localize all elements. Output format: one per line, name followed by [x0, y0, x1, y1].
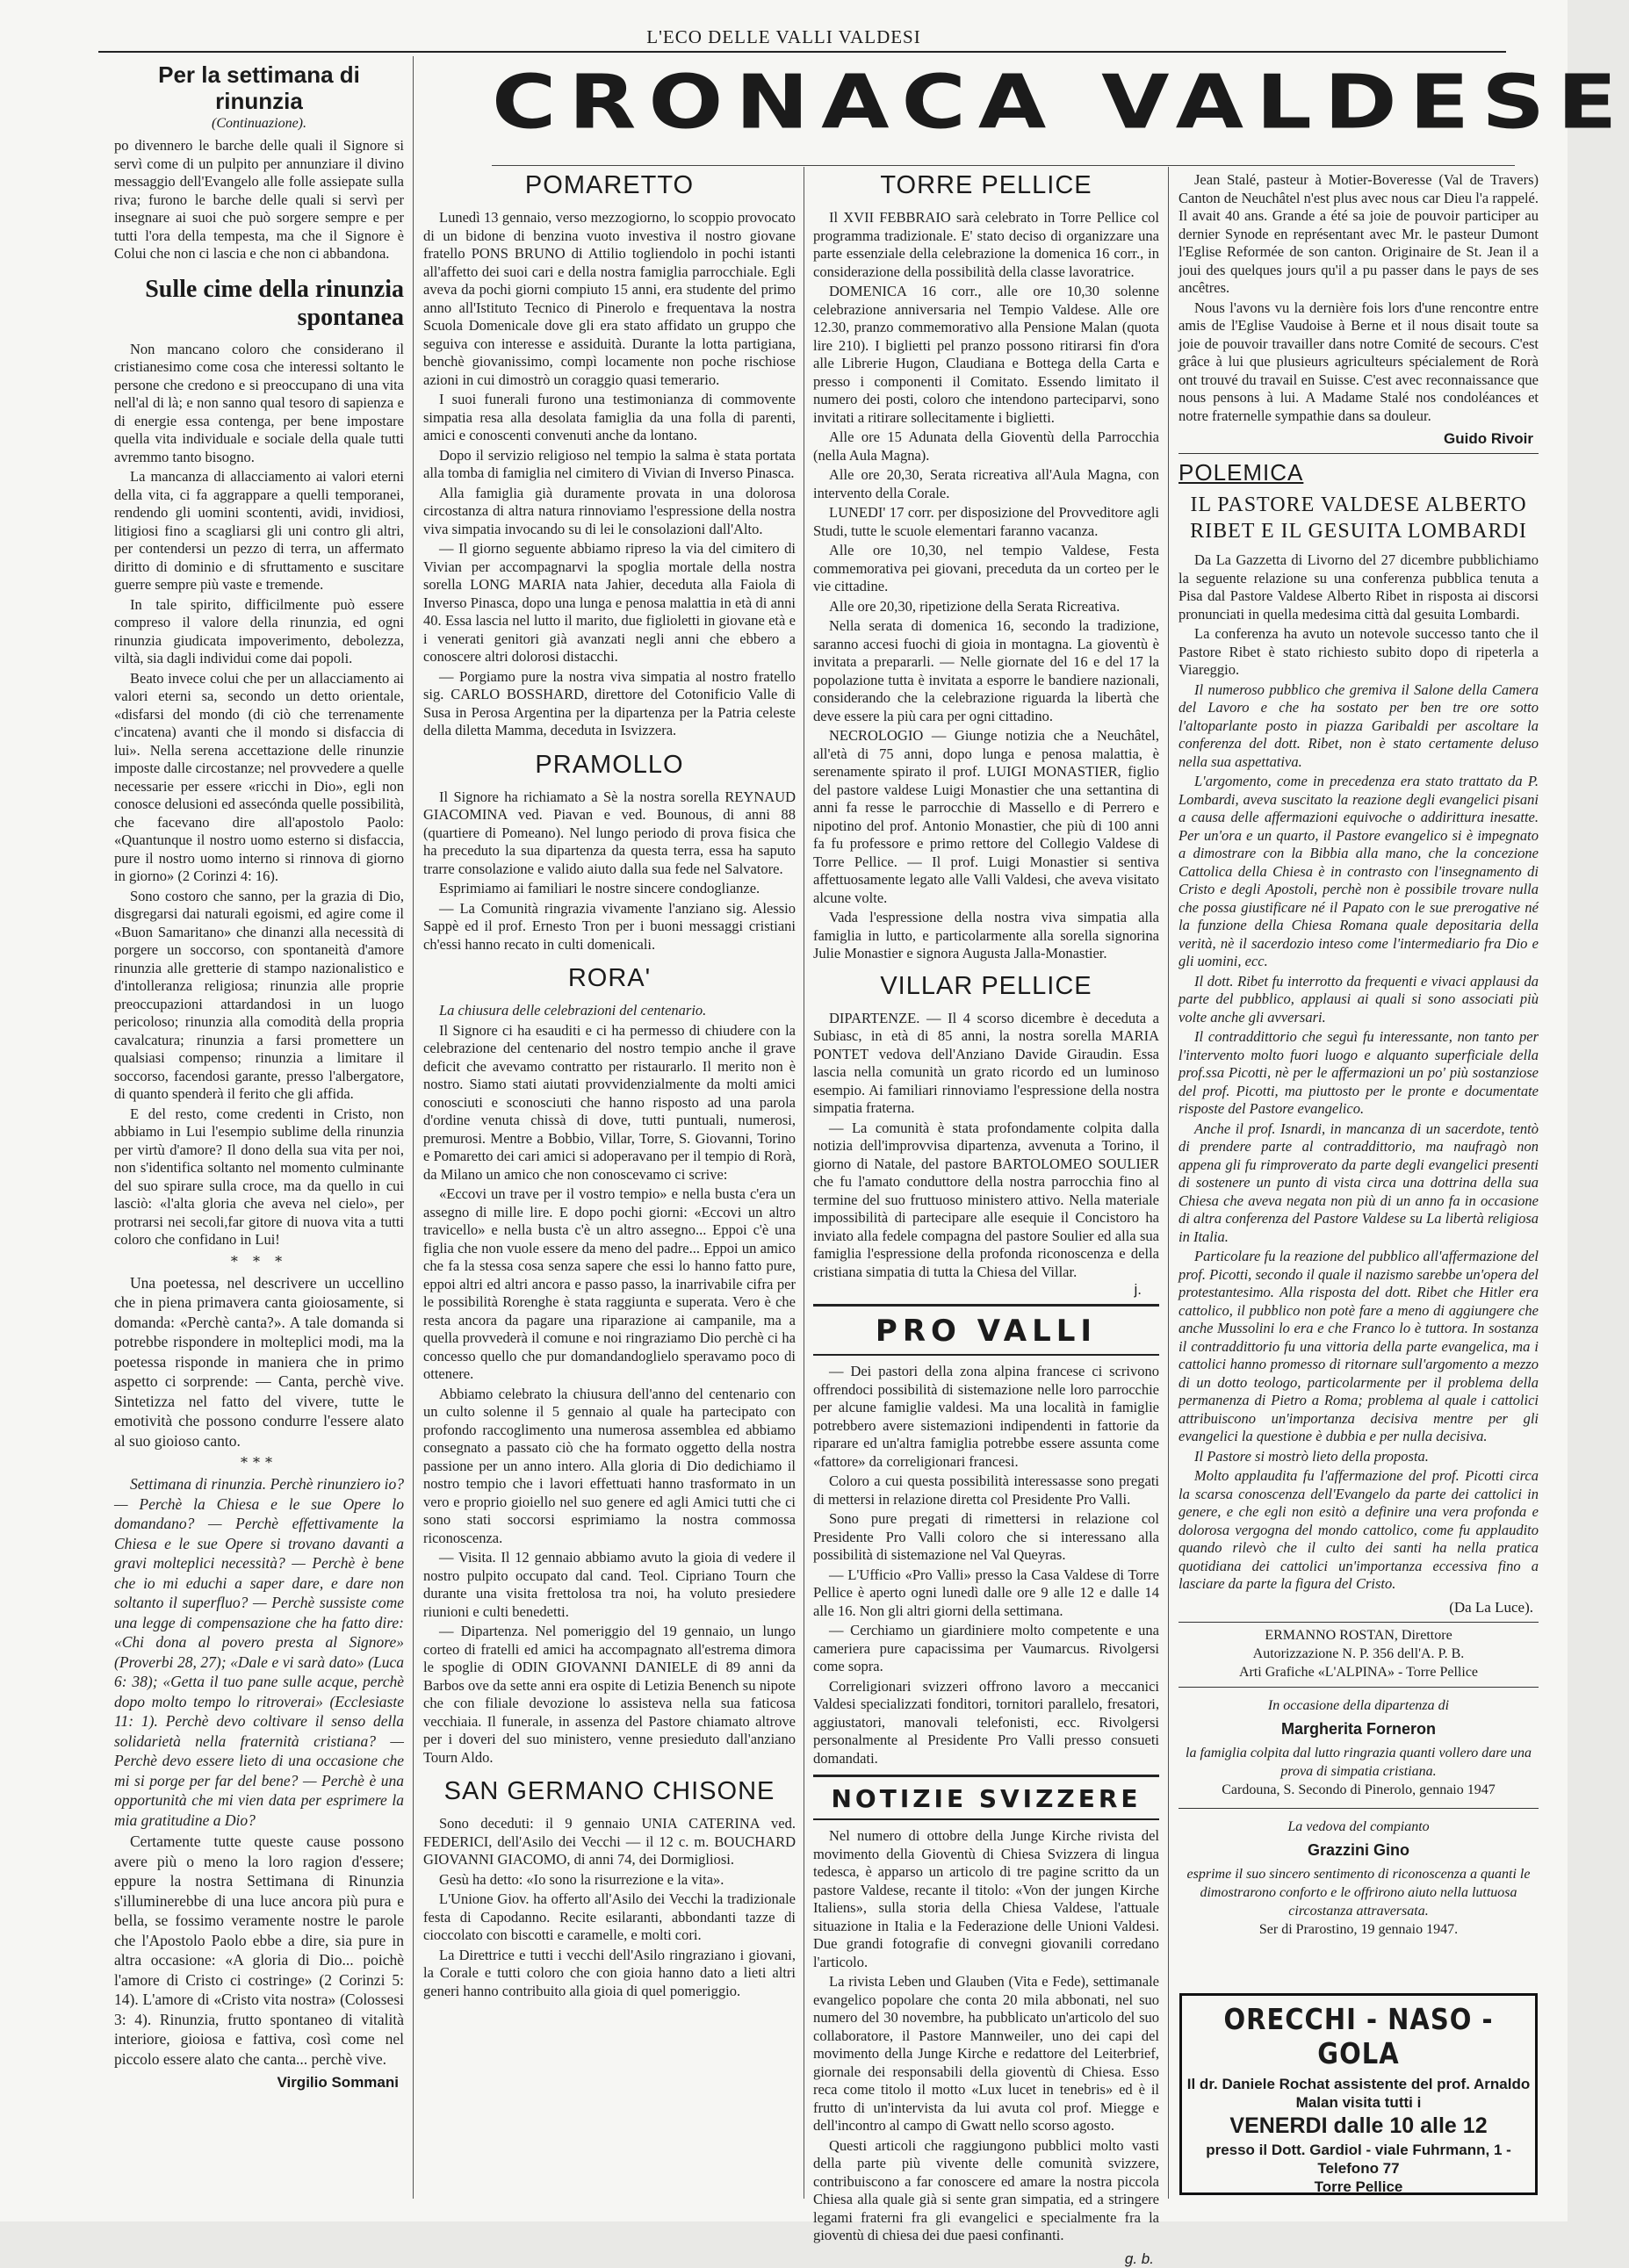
paragraph: Alle ore 20,30, Serata ricreativa all'Aula Magna, con intervento della Corale. — [813, 466, 1159, 501]
paragraph: Il contraddittorio che seguì fu interessante, non tanto per l'intervento molto fuori luogo e alquanto superficiale della prof.ssa Picotti, nè per le affermazioni un po' più sostanziose del prof. Picotti, ma piuttosto per le pronte e documentate risposte del Pastore evangelico. — [1179, 1028, 1539, 1117]
paragraph: Beato invece colui che per un allacciamento ai valori eterni sa, secondo un detto orientale, «disfarsi del mondo (di ciò che terrenamente c'incatena) avanti che il mondo si disfaccia di lui». Nella serena accettazione delle rinunzie imposte dalle circostanze; nel provvedere a quelle necessarie per essere «ricchi in Dio», egli non conosce delusioni ed assecónda quelle possibilità, che facevano dire all'apostolo Paolo: «Quantunque il nostro uomo esterno si disfaccia, pure il nostro uomo interno si rinnova di giorno in giorno» (2 Corinzi 4: 16). — [114, 669, 404, 884]
paragraph: Il numeroso pubblico che gremiva il Salone della Camera del Lavoro e che ha sostato per ben tre ore sotto l'altoparlante posto in piazza Garibaldi per ascoltare la conferenza del dott. Ribet, non è stato certamente deluso nella sua aspettativa. — [1179, 680, 1539, 770]
paragraph: — Cerchiamo un giardiniere molto competente e una cameriera pure capacissima per Vaumarcus. Rivolgersi come sopra. — [813, 1622, 1159, 1674]
paragraph: Alla famiglia già duramente provata in una dolorosa circostanza di altra natura rinnoviamo l'espressione della nostra viva simpatia invocando su di lei le consolazioni dall'Alto. — [423, 484, 796, 537]
section-rule — [813, 1304, 1159, 1307]
paragraph: Sono pure pregati di rimettersi in relazione col Presidente Pro Valli coloro che si interessano alla possibilità di sistemazione nel Val Queyras. — [813, 1510, 1159, 1563]
paragraph: Anche il prof. Isnardi, in mancanza di un sacerdote, tentò di prendere parte al contraddittorio, ma naufragò non appena gli fu rimproverato da parte degli evangelici presenti di sostenere un punto di vista circa una dottrina della sua Chiesa che aveva negata non più di un anno fa in occasione di altra conferenza del Pastore Valdese su La libertà religiosa in Italia. — [1179, 1120, 1539, 1245]
article-body — [813, 1363, 1159, 1768]
paragraph: — Il giorno seguente abbiamo ripreso la via del cimitero di Vivian per accompagnarvi la spoglia mortale della nostra sorella LONG MARIA nata Jahier, deceduta alla Faiola di Inverso Pinasca, dopo una lunga e penosa malattia in età di anni 40. Essa lascia nel lutto il marito, due figlioletti in giovane età e i venerati genitori già avanzati negli anni che ebbero a conoscere altri dolorosi distacchi. — [423, 540, 796, 665]
paragraph: — Dipartenza. Nel pomeriggio del 19 gennaio, un lungo corteo di fratelli ed amici ha accompagnato all'estrema dimora le spoglie di ODIN GIOVANNI DANIELE di 89 anni da Barbos ove da sette anni era ospite di Letizia Benench su nipote che con filiale devozione lo assisteva nella sua faticosa vecchiaia. Il funerale, in assenza del Pastore chiamato altrove per i doveri del suo ministero, venne presieduto dall'anziano Tourn Aldo. — [423, 1623, 796, 1766]
section-separator: *** — [241, 1454, 278, 1471]
ad-line: Torre Pellice — [1314, 2178, 1403, 2195]
paragraph: — L'Ufficio «Pro Valli» presso la Casa Valdese di Torre Pellice è aperto ogni lunedì dalle ore 9 alle 12 e dalle 14 alle 16. Non gli altri giorni della settimana. — [813, 1566, 1159, 1619]
column-rule — [413, 56, 414, 2199]
paragraph: Non mancano coloro che considerano il cristianesimo come cosa che interessi soltanto le persone che credono e si preoccupano di una vita nell'al di là; e non sanno qual tesoro di sapienza e di energie essa contenga, per bene impostare quella vita individuale e sociale della quale tutti avremmo tanto bisogno. — [114, 340, 404, 465]
paragraph: — Visita. Il 12 gennaio abbiamo avuto la gioia di vedere il nostro pulpito occupato dal cand. Teol. Cipriano Tourn che durante una visita frettolosa tra noi, ha voluto presiedere riunioni e culti benedetti. — [423, 1549, 796, 1620]
ad-line: Il dr. Daniele Rochat assistente del prof. Arnaldo Malan visita tutti i — [1186, 2076, 1531, 2111]
section-heading-rora: RORA' — [567, 964, 652, 992]
paragraph: Nella serata di domenica 16, secondo la tradizione, saranno accesi fuochi di gioia in montagna. La gioventù è invitata a prepararli. — Nelle giornate del 16 e del 17 la popolazione tutta è invitata a esporre le bandiere nazionali, considerando che la celebrazione riguarda la libertà che deve essere la più cara per ogni cittadino. — [813, 617, 1159, 724]
column-3 — [813, 171, 1159, 2267]
section-separator: * * * — [230, 1252, 288, 1270]
paragraph: Il Signore ha richiamato a Sè la nostra sorella REYNAUD GIACOMINA ved. Piavan e ved. Bounous, di anni 88 (quartiere di Pomeano). Nel lungo periodo di prova fisica che ha preceduto la sua dipartenza da questa terra, essa ha saputo trarre consolazione e valido aiuto dalla sua fede nel Salvatore. — [423, 788, 796, 877]
paragraph: Molto applaudita fu l'affermazione del prof. Picotti circa la scarsa conoscenza dell'Evangelo da parte dei cattolici in genere, e che egli non esitò a definire una vera profonda e dolorosa vergogna del mondo cattolico, come fu applaudito quando rilevò che il culto dei santi ha nella pratica quotidiana dei cattolici un'importanza eccessiva fino a lasciare da parte la figura del Cristo. — [1179, 1467, 1539, 1592]
ad-line: presso il Dott. Gardiol - viale Fuhrmann, 1 - Telefono 77 — [1206, 2142, 1511, 2177]
masthead: CRONACA VALDESE — [492, 58, 1629, 147]
section-rule — [1179, 453, 1539, 454]
paragraph: Alle ore 10,30, nel tempio Valdese, Festa commemorativa pei giovani, preceduta da un corteo per le vie cittadine. — [813, 542, 1159, 594]
paragraph: Alle ore 20,30, ripetizione della Serata Ricreativa. — [829, 597, 1121, 615]
section-heading-pomaretto: POMARETTO — [524, 171, 695, 199]
paragraph: — La comunità è stata profondamente colpita dalla notizia dell'improvvisa dipartenza, avvenuta a Torino, il giorno di Natale, del pastore BARTOLOMEO SOULIER che fu l'amato conduttore della nostra parrocchia fino al termine del suo fruttuoso ministero attivo. Nella materiale impossibilità di partecipare alle esequie il Concistoro ha inviato alla fedele compagna del pastore Soulier ed alla sua famiglia l'espressione della profonda riconoscenza e della cristiana simpatia di tutta la Chiesa del Villar. — [813, 1119, 1159, 1280]
ad-title: ORECCHI - NASO - GOLA — [1223, 2001, 1494, 2071]
paragraph: Abbiamo celebrato la chiusura dell'anno del centenario con un culto solenne il 5 gennaio al quale ha partecipato con profondo raccoglimento una numerosa assemblea ed abbiamo consegnato a passato ciò che ha formato oggetto della nostra passione per un anno intero. Alla gloria di Dio dedichiamo il nostro tempio che i lavori effettuati hanno trasformato in un vero e proprio gioiello nel suo genere ed agli Amici tutti che ci sono stati soccorsi esprimiamo la nostra commossa riconoscenza. — [423, 1385, 796, 1546]
column-4 — [1179, 171, 1539, 1989]
paragraph: Sono deceduti: il 9 gennaio UNIA CATERINA ved. FEDERICI, dell'Asilo dei Vecchi — il 12 c. m. BOUCHARD GIOVANNI GIACOMO, di anni 74, dei Dormigliosi. — [423, 1815, 796, 1868]
colophon-director: ERMANNO ROSTAN, Direttore — [1265, 1627, 1452, 1643]
paragraph: La mancanza di allacciamento ai valori eterni della vita, ci fa aggrappare a quelli temporanei, rendendo gli uomini scontenti, avidi, invidiosi, litigiosi fino a scagliarsi gli uni contro gli altri, per contendersi un pezzo di terra, un affermato diritto di dominio e di sfruttamento e suscitare guerre sempre più vaste e tremende. — [114, 468, 404, 593]
section-rule — [813, 1354, 1159, 1356]
section-rule — [1179, 1622, 1539, 1623]
paragraph: DIPARTENZE. — Il 4 scorso dicembre è deceduta a Subiasc, in età di 85 anni, la nostra sorella MARIA PONTET vedova dell'Anziano Davide Giraudin. Essa lascia nella comunità un grato ricordo ed un luminoso esempio. Ai familiari rinnoviamo l'espressione della nostra simpatia fraterna. — [813, 1009, 1159, 1116]
paragraph: NECROLOGIO — Giunge notizia che a Neuchâtel, all'età di 75 anni, dopo lunga e penosa malattia, è serenamente spirato il prof. LUIGI MONASTIER, figlio del pastore valdese Luigi Monastier che una settantina di anni fa resse le parrocchie di Massello e di Perrero e nipotino del prof. Antonio Monastier, che più di 100 anni fa fu professore e primo rettore del Collegio Valdese di Torre Pellice. — Il prof. Luigi Monastier si sentiva affettuosamente legato alle Valli Valdesi, che aveva visitato alcune volte. — [813, 727, 1159, 906]
article-body — [813, 1010, 1159, 1282]
paragraph: Coloro a cui questa possibilità interessasse sono pregati di mettersi in relazione diretta col Presidente Pro Valli. — [813, 1472, 1159, 1508]
author-signature: Guido Rivoir — [1444, 430, 1533, 447]
article-body — [114, 1474, 404, 2069]
article-body — [423, 1002, 796, 1767]
notice-name: Grazzini Gino — [1307, 1840, 1409, 1859]
article-body — [114, 137, 404, 263]
notice-name: Margherita Forneron — [1280, 1719, 1437, 1738]
continuation-note: (Continuazione). — [212, 116, 306, 131]
paragraph: — Dei pastori della zona alpina francese ci scrivono offrendoci possibilità di sistemazione nelle loro parrocchie per alcune famiglie valdesi. Ma una località in famiglie potrebbero avere sistemazioni indipendenti in fattorie da riparare ed un'altra famiglia potrebbe essere assunta come «fattore» da correligionari francesi. — [813, 1363, 1159, 1470]
source-note: (Da La Luce). — [1449, 1598, 1533, 1616]
article-body — [813, 1827, 1159, 2245]
column-1 — [114, 61, 404, 2204]
paragraph: «Eccovi un trave per il vostro tempio» e nella busta c'era un assegno di mille lire. E dopo pochi giorni: «Eccovi un altro travicello» e nella busta c'è un altro assegno... Eppoi c'è una figlia che non vuole essere da meno del padre... Eppoi un amico che fa la stessa cosa senza sapere che essi lo hanno fatto pure, eppoi altri ed altri ancora e passo passo, la inarrivabile cifra per le possibilità Rorenghe è stata raggiunta e superata. Vero è che resta ancora da pagare una riparazione ai campanile, ma a quella provvederà il comune e noi ringraziamo Dio perchè ci ha concesso quello che pur domandandoglielo speravamo poco di ottenere. — [423, 1185, 796, 1382]
paragraph: La Direttrice e tutti i vecchi dell'Asilo ringraziano i giovani, la Corale e tutti coloro che con gioia hanno dato a lieti altri generi hanno contribuito alla gioia di quel pomeriggio. — [423, 1946, 796, 1999]
section-heading-villar-pellice: VILLAR PELLICE — [880, 971, 1092, 1000]
paragraph: — La Comunità ringrazia vivamente l'anziano sig. Alessio Sappè ed il prof. Ernesto Tron per i buoni messaggi cristiani ch'essi hanno recato in culti domenicali. — [423, 899, 796, 953]
paragraph: L'argomento, come in precedenza era stato trattato da P. Lombardi, aveva suscitato la reazione degli evangelici pisani a causa delle affermazioni equivoche o addirittura inesatte. Per un'ora e un quarto, il Pastore evangelico si è impegnato a dimostrare con la Bibbia alla mano, che la concezione Cattolica della Chiesa è in contrasto con l'insegnamento di Cristo e degli Apostoli, perchè non è possibile trovare nulla che possa giustificare né il Papato con le sue prerogative né la funzione della Chiesa Romana quale depositaria della verità, nè il sacerdozio inteso come l'intermediario fra Dio e gli uomini, ecc. — [1179, 773, 1539, 969]
paragraph: Nous l'avons vu la dernière fois lors d'une rencontre entre amis de l'Eglise Vaudoise à Berne et il nous disait toute sa joie de pouvoir travailler dans notre Comité de secours. C'est grâce à lui que plusieurs agriculteurs spécialement de Rorà ont trouvé du travail en Suisse. C'est avec reconnaissance que nous pensons à lui. A Madame Stalé nos condoléances et notre fraternelle sympathie dans sa douleur. — [1179, 299, 1539, 424]
section-heading-notizie-svizzere: NOTIZIE SVIZZERE — [831, 1784, 1142, 1813]
column-rule — [1168, 167, 1169, 2199]
header-rule — [98, 51, 1506, 53]
article-body — [1179, 551, 1539, 1594]
paragraph: Gesù ha detto: «Io sono la risurrezione e la vita». — [439, 1870, 724, 1888]
paragraph: Nel numero di ottobre della Junge Kirche rivista del movimento della Gioventù di Chiesa Svizzera di lingua tedesca, è apparso un articolo di tre pagine scritto da un pastore Valdese, recante il titolo: «Von der jungen Kirche Italiens», sulla storia della Chiesa Valdese, l'attuale situazione in Italia e la Federazione delle Unioni Valdesi. Due grandi fotografie di convegni giovanili corredano l'articolo. — [813, 1827, 1159, 1970]
article-body — [114, 341, 404, 1249]
colophon-authorization: Autorizzazione N. P. 356 dell'A. P. B. — [1252, 1645, 1465, 1661]
paragraph: Settimana di rinunzia. Perchè rinunziero io? — Perchè la Chiesa e le sue Opere lo domandano? — Perchè effettivamente la Chiesa e le sue Opere si trovano davanti a gravi molteplici necessità? — Perchè è bene che io mi educhi a saper dare, e dare non soltanto il superfluo? — Perchè sussiste come una legge di compensazione che ha fatto dire: «Chi dona al povero presta al Signore» (Proverbi 28, 27); «Dale e vi sarà dato» (Luca 6: 38); «Getta il tuo pane sulle acque, perchè dopo molto tempo lo ritroverai» (Ecclesiaste 11: 1). Perchè devo coltivare il senso della solidarietà nella fraternità cristiana? — Perchè devo essere lieto di una occasione che mi si porge per far del bene? — Perchè è una opportunità che mi vien data per esprimere la mia gratitudine a Dio? — [114, 1475, 404, 1829]
paragraph-kicker: La chiusura delle celebrazioni del centenario. — [439, 1002, 707, 1019]
paragraph: E del resto, come credenti in Cristo, non abbiamo in Lui l'esempio sublime della rinunzia per virtù d'amore? Il dono della sua vita per noi, non s'identifica soltanto nel momento culminante del suo spirare sulla croce, ma da quello in cui lasciò: «l'alta gloria che aveva nel cielo», per protrarsi nei secoli,far gitore di nuova vita a tutti coloro che confidano in Lui! — [114, 1105, 404, 1248]
paragraph: La rivista Leben und Glauben (Vita e Fede), settimanale evangelico popolare che conta 20 mila abbonati, nel suo numero del 30 novembre, ha pubblicato un'articolo del suo collaboratore, il Pastore Mannweiler, uno dei capi del movimento della Junge Kirche e redattore del Leiterbrief, giornale dei responsabili della gioventù di Chiesa. Esso reca come titolo il motto «Lux lucet in tenebris» ed è il frutto di un'intervista da lui avuta col prof. Miegge e dell'incontro al campo di Gwatt nello scorso agosto. — [813, 1973, 1159, 2134]
article-body — [423, 1815, 796, 2000]
section-signature: j. — [1134, 1281, 1142, 1298]
colophon-printer: Arti Grafiche «L'ALPINA» - Torre Pellice — [1238, 1664, 1479, 1680]
paragraph: Una poetessa, nel descrivere un uccellino che in piena primavera canta gioiosamente, si domanda: «Perchè canta?». A tale domanda si potrebbe rispondere in molteplici modi, ma la poetessa risponde in maniera che in primo aspetto ci sorprende: — Canta, perchè vive. Sintetizza nel fatto del vivere, tutte le emotività che possono condurre l'essere alato al suo gioioso canto. — [114, 1273, 404, 1450]
paragraph: Il Pastore si mostrò lieto della proposta. — [1194, 1447, 1429, 1465]
paragraph: Vada l'espressione della nostra viva simpatia alla famiglia in lutto, e particolarmente alla sorella signorina Julie Monastier e signora Augusta Jalla-Monastier. — [813, 909, 1159, 961]
running-title: L'ECO DELLE VALLI VALDESI — [646, 26, 921, 47]
section-heading-polemica: IL PASTORE VALDESE ALBERTO RIBET E IL GESUITA LOMBARDI — [1190, 493, 1527, 543]
section-heading-pro-valli: PRO VALLI — [875, 1314, 1098, 1349]
paragraph: Alle ore 15 Adunata della Gioventù della Parrocchia (nella Aula Magna). — [813, 428, 1159, 464]
paragraph: po divennero le barche delle quali il Signore si servì come di un pulpito per annunziare il divino messaggio dell'Evangelo alle folle assiepate sulla riva; furono le barche delle quali si servì per insegnare ai suoi che può sorgere sempre e per tutti l'ora della tempesta, ma che il Signore è Colui che non ci lascia e che non ci abbandona. — [114, 137, 404, 262]
section-kicker: POLEMICA — [1179, 459, 1304, 486]
article-body — [813, 209, 1159, 963]
section-signature: g. b. — [1124, 2250, 1154, 2267]
notice-line: Cardouna, S. Secondo di Pinerolo, gennaio 1947 — [1222, 1782, 1496, 1797]
paragraph: Da La Gazzetta di Livorno del 27 dicembre pubblichiamo la seguente relazione su una conferenza pubblica tenuta a Pisa dal Pastore Valdese Alberto Ribet in risposta ai discorsi pronunciati in quella medesima città dal gesuita Lombardi. — [1179, 551, 1539, 623]
column-2 — [423, 171, 796, 2200]
paragraph: Dopo il servizio religioso nel tempio la salma è stata portata alla tomba di famiglia nel cimitero di Vivian di Inverso Pinasca. — [423, 446, 796, 481]
section-heading-san-germano: SAN GERMANO CHISONE — [443, 1777, 775, 1805]
paragraph: Il dott. Ribet fu interrotto da frequenti e vivaci applausi da parte del pubblico, applausi ai quali si sono associati più volte anche gli avversari. — [1179, 972, 1539, 1026]
paragraph: Certamente tutte queste cause possono avere più o meno la loro ragion d'essere; eppure la nostra Settimana di Rinunzia s'illuminerebbe di una luce ancora più pura e bella, se fossimo veramente nostre le parole che l'Apostolo Paolo ebbe a dire, sia pure in altra occasione: «A gloria di Dio... poichè l'amore di Cristo ci costringe» (2 Corinzi 5: 14). L'amore di «Cristo vita nostra» (Colossesi 3: 4). Rinunzia, frutto spontaneo di vitalità interiore, gioiosa e fattiva, così come nel piccolo essere alato che canta... perchè vive. — [114, 1832, 404, 2068]
section-heading-pramollo: PRAMOLLO — [535, 750, 684, 779]
article-body — [114, 1273, 404, 1451]
paragraph: Questi articoli che raggiungono pubblici molto vasti della parte più vivente delle comunità svizzere, contribuiscono a far conoscere ed amare la nostra piccola Chiesa alla quale già si sente gran simpatia, ed a stringere legami fraterni fra gli evangelici e specialmente fra la gioventù di chiesa dei due paesi confinanti. — [813, 2136, 1159, 2243]
notice-line: In occasione della dipartenza di — [1267, 1697, 1450, 1713]
article-body — [1179, 171, 1539, 425]
paragraph: Particolare fu la reazione del pubblico all'affermazione del prof. Picotti, secondo il quale il nazismo sarebbe un'opera del protestantesimo. Alla risposta del dott. Ribet che Hitler era cattolico, il pubblico non potè fare a meno di aggiungere che anche Mussolini lo era e che Franco lo è tuttora. In sostanza il contraddittorio fu una vittoria della parte evangelica, ma i cattolici hanno promesso di ritornare sull'argomento a mezzo di un dotto teologo, particolarmente per il problema della permanenza di Pietro a Roma; problema al quale i cattolici attribuiscono un'importanza decisiva mentre per gli evangelici la questione è dubbia e per nulla decisiva. — [1179, 1248, 1539, 1444]
section-rule — [1179, 1808, 1539, 1809]
article-body — [423, 788, 796, 954]
section-rule — [813, 1775, 1159, 1777]
paragraph: Jean Stalé, pasteur à Motier-Boveresse (Val de Travers) Canton de Neuchâtel n'est plus avec nous car Dieu l'a rappelé. Il avait 40 ans. Grande a été sa joie de pouvoir participer au dernier Synode en représentant avec Mr. le pasteur Dumont l'Eglise Reformée de son canton. Originaire de St. Jean il a joui des quelques jours qu'il a pu passer dans le pays de ses ancêtres. — [1179, 171, 1539, 296]
section-heading: Sulle cime della rinunzia spontanea — [145, 275, 404, 331]
notice-line: esprime il suo sincero sentimento di riconoscenza a quanti le dimostrarono conforto e le offrirono aiuto nella luttuosa circostanza attraversata. — [1186, 1866, 1531, 1919]
masthead-rule — [492, 165, 1515, 166]
paragraph: DOMENICA 16 corr., alle ore 10,30 solenne celebrazione anniversaria nel Tempio Valdese. Alle ore 12.30, pranzo commemorativo alla Pensione Malan (quota lire 210). I biglietti pel pranzo possono ritirarsi fin d'ora alle Librerie Hugon, Claudiana e Bottega della Carta e presso i componenti il Comitato. Essendo limitato il numero dei posti, coloro che intendono parteciparvi, sono invitati a ritirare sollecitamente i biglietti. — [813, 283, 1159, 426]
paragraph: Sono costoro che sanno, per la grazia di Dio, disgregarsi dai naturali egoismi, ed agire come il «Buon Samaritano» che dinanzi alla necessità di porgere un soccorso, con spontaneità d'amore rinunzia alle gretterie di stampo nazionalistico e d'intolleranza religiosa; rinunzia alle proprie preoccupazioni attardandosi in un luogo pericoloso; rinunzia alla comodità della propria cavalcatura; rinunzia a farsi promettere un qualsiasi compenso; rinunzia a limitare il soccorso, facendosi garante, presso l'albergatore, di quanto spenderà il ferito che gli affida. — [114, 887, 404, 1102]
paragraph: Il XVII FEBBRAIO sarà celebrato in Torre Pellice col programma tradizionale. E' stato deciso di organizzare una parte essenziale della celebrazione la domenica 16 corr., in considerazione della possibilità della classe lavoratrice. — [813, 209, 1159, 280]
section-rule — [813, 1818, 1159, 1820]
paragraph: In tale spirito, difficilmente può essere compreso il valore della rinunzia, ed ogni rinunzia giudicata impoverimento, debolezza, viltà, sia dagli individui come dai popoli. — [114, 595, 404, 666]
paragraph: LUNEDI' 17 corr. per disposizione del Provveditore agli Studi, tutte le scuole elementari faranno vacanza. — [813, 504, 1159, 539]
paragraph: Lunedì 13 gennaio, verso mezzogiorno, lo scoppio provocato di un bidone di benzina vuoto investiva il nostro giovane fratello PONS BRUNO di Attilio togliendolo in pochi istanti all'affetto dei suoi cari e della nostra famiglia parrocchiale. Egli aveva da pochi giorni compiuto 15 anni, era studente del primo anno all'Istituto Tecnico di Pinerolo e frequentava la nostra Scuola Domenicale dove gli era stato affidato un gruppo che seguiva con interesse e assiduità. Durante la lotta partigiana, benchè giovanissimo, compì locamente non poche rischiose azioni in cui dimostrò un coraggio quasi temerario. — [423, 209, 796, 388]
paragraph: Esprimiamo ai familiari le nostre sincere condoglianze. — [439, 880, 760, 896]
advertisement-box — [1179, 1993, 1538, 2195]
paragraph: I suoi funerali furono una testimonianza di commovente simpatia resa alla desolata famiglia da una folla di parenti, amici e conoscenti convenuti anche da lontano. — [423, 391, 796, 443]
paragraph: — Porgiamo pure la nostra viva simpatia al nostro fratello sig. CARLO BOSSHARD, direttore del Cotonificio Valle di Susa in Perosa Argentina per la dipartenza per la Patria celeste della diletta Mamma, deceduta in Isvizzera. — [423, 667, 796, 738]
article-body — [423, 209, 796, 740]
notice-line: La vedova del compianto — [1287, 1818, 1430, 1834]
ad-schedule: VENERDI dalle 10 alle 12 — [1229, 2113, 1488, 2138]
article-title: Per la settimana di rinunzia — [158, 61, 360, 114]
notice-line: la famiglia colpita dal lutto ringrazia quanti vollero dare una prova di simpatia cristiana. — [1186, 1745, 1532, 1779]
section-heading-torre-pellice: TORRE PELLICE — [880, 171, 1092, 199]
paragraph: Correligionari svizzeri offrono lavoro a meccanici Valdesi specializzati fonditori, tornitori parallelo, fresatori, aggiustatori, manovali telefonisti, ecc. Rivolgersi personalmente al Presidente Pro Valli presso consueti domandati. — [813, 1677, 1159, 1767]
section-rule — [1179, 1687, 1539, 1688]
author-signature: Virgilio Sommani — [277, 2074, 399, 2091]
paragraph: L'Unione Giov. ha offerto all'Asilo dei Vecchi la tradizionale festa di Capodanno. Recite esilaranti, abbondanti tazze di cioccolato con biscotti e caramelle, e molti cori. — [423, 1890, 796, 1943]
paragraph: La conferenza ha avuto un notevole successo tanto che il Pastore Ribet è stato richiesto subito dopo di ripeterla a Viareggio. — [1179, 625, 1539, 678]
paragraph: Il Signore ci ha esauditi e ci ha permesso di chiudere con la celebrazione del centenario del nostro tempio anche il grave deficit che avevamo contratto per ristaurarlo. Il merito non è nostro. Siamo stati aiutati provvidenzialmente da molti amici conosciuti e sconosciuti che hanno risposto ad una parola d'ordine venuta chissà di dove, tutti puntuali, numerosi, premurosi. Mentre a Bobbio, Villar, Torre, S. Giovanni, Torino e Pomaretto dei cari amici si adoperavano per il tempio di Rorà, da Milano un amico che non conoscevamo ci scrive: — [423, 1021, 796, 1183]
notice-line: Ser di Prarostino, 19 gennaio 1947. — [1258, 1921, 1459, 1937]
